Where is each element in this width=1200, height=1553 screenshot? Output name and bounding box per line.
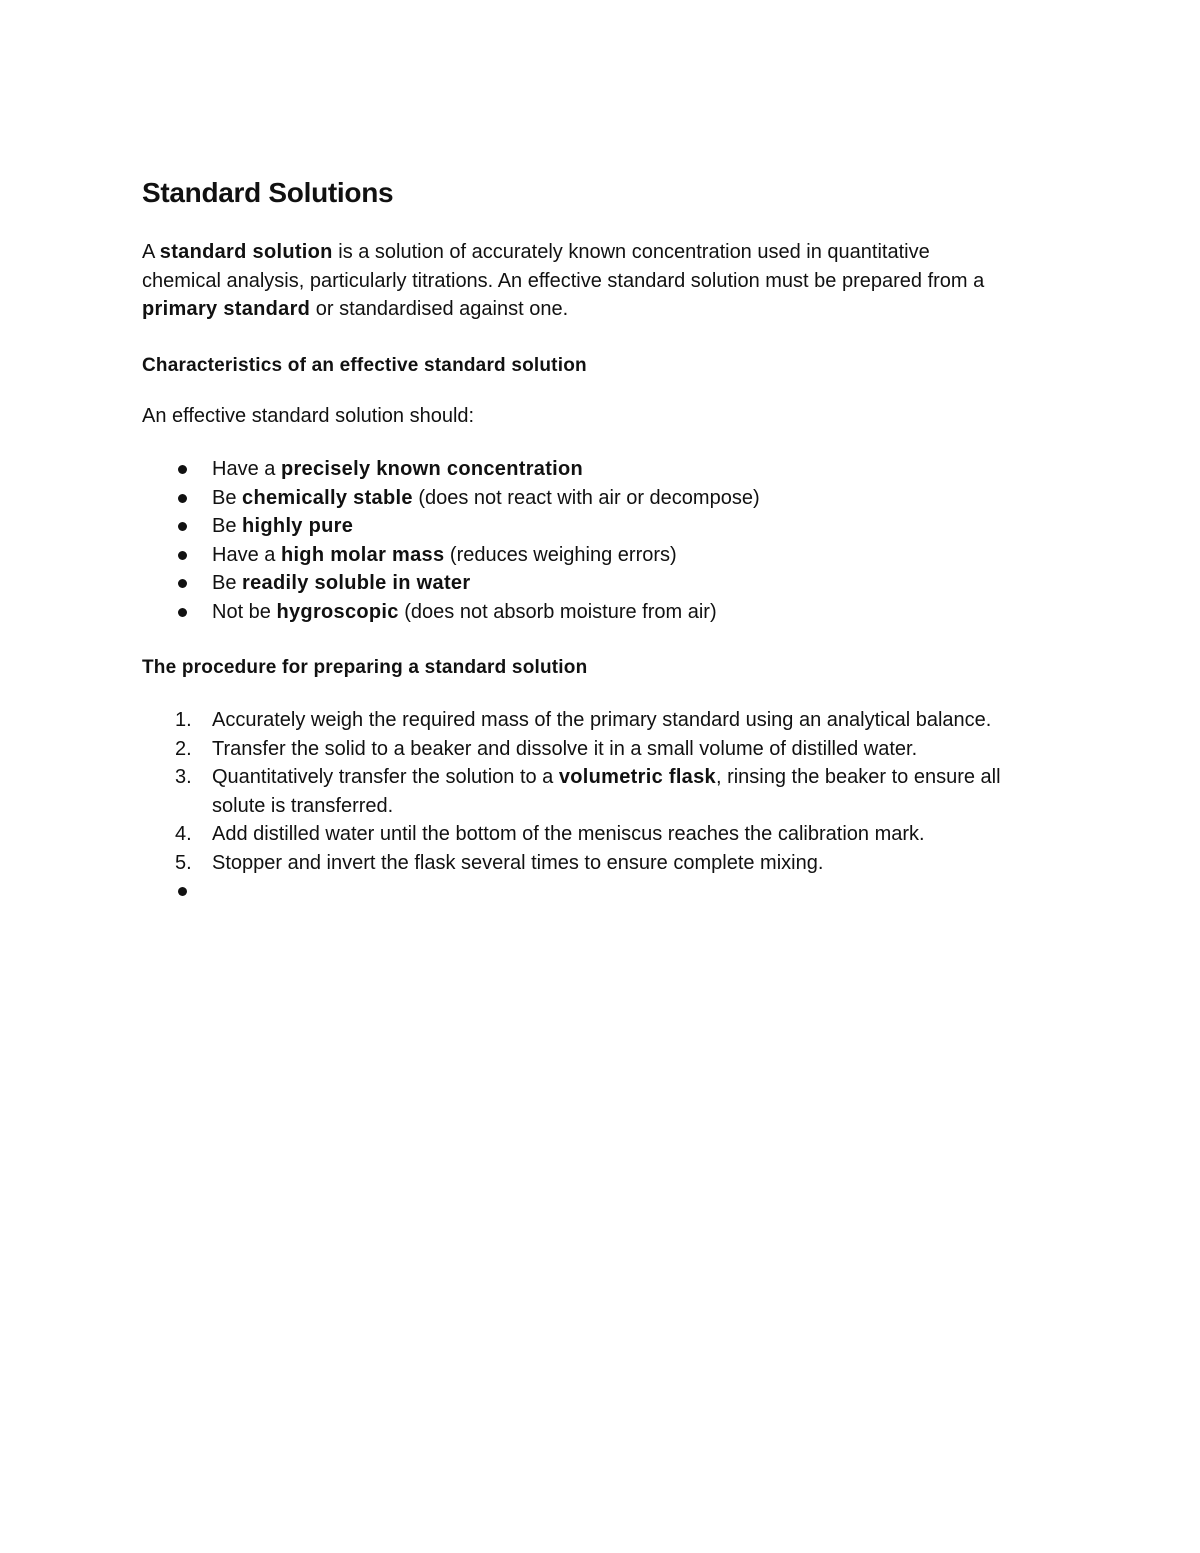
term-standard-solution: standard solution bbox=[159, 241, 333, 263]
step-number: 2. bbox=[175, 737, 192, 760]
bullet-icon bbox=[178, 522, 187, 531]
list-item: Have a high molar mass (reduces weighing errors) bbox=[142, 541, 760, 570]
bullet-icon bbox=[178, 494, 187, 503]
bullet-icon bbox=[178, 465, 187, 474]
list-item: 2. Transfer the solid to a beaker and dissolve it in a small volume of distilled water. bbox=[142, 735, 1001, 764]
bullet-icon bbox=[178, 551, 187, 560]
term-primary-standard: primary standard bbox=[142, 298, 311, 320]
list-item: Not be hygroscopic (does not absorb moisture from air) bbox=[142, 598, 760, 627]
procedure-heading: The procedure for preparing a standard solution bbox=[142, 657, 588, 678]
characteristics-lead: An effective standard solution should: bbox=[142, 405, 475, 427]
bullet-icon bbox=[178, 887, 187, 896]
step-number: 3. bbox=[175, 766, 192, 788]
list-item: 3. Quantitatively transfer the solution to a volumetric flask, rinsing the beaker to ensure all solute is transferred. bbox=[142, 763, 1001, 820]
empty-list-item bbox=[142, 877, 1001, 906]
page-title: Standard Solutions bbox=[142, 177, 394, 208]
intro-paragraph bbox=[142, 238, 984, 324]
procedure-list bbox=[142, 706, 1001, 906]
list-item: Be chemically stable (does not react with air or decompose) bbox=[142, 484, 760, 513]
term-volumetric-flask: volumetric flask bbox=[558, 766, 716, 788]
intro-line-1: A standard solution is a solution of accurately known concentration used in quantitative bbox=[142, 241, 930, 263]
characteristics-heading: Characteristics of an effective standard solution bbox=[142, 355, 587, 376]
intro-line-2: chemical analysis, particularly titrations. An effective standard solution must be prepared from a bbox=[142, 269, 985, 292]
characteristics-list bbox=[142, 455, 760, 626]
list-item: 1. Accurately weigh the required mass of the primary standard using an analytical balance. bbox=[142, 706, 1001, 735]
list-item: 5. Stopper and invert the flask several times to ensure complete mixing. bbox=[142, 849, 1001, 878]
intro-line-3: primary standard or standardised against one. bbox=[142, 298, 569, 320]
list-item: Have a precisely known concentration bbox=[142, 455, 760, 484]
step-number: 5. bbox=[175, 851, 192, 874]
step-number: 4. bbox=[175, 823, 192, 845]
bullet-icon bbox=[178, 579, 187, 588]
list-item: 4. Add distilled water until the bottom of the meniscus reaches the calibration mark. bbox=[142, 820, 1001, 849]
bullet-icon bbox=[178, 608, 187, 617]
list-item: Be readily soluble in water bbox=[142, 569, 760, 598]
step-number: 1. bbox=[175, 709, 192, 731]
list-item: Be highly pure bbox=[142, 512, 760, 541]
